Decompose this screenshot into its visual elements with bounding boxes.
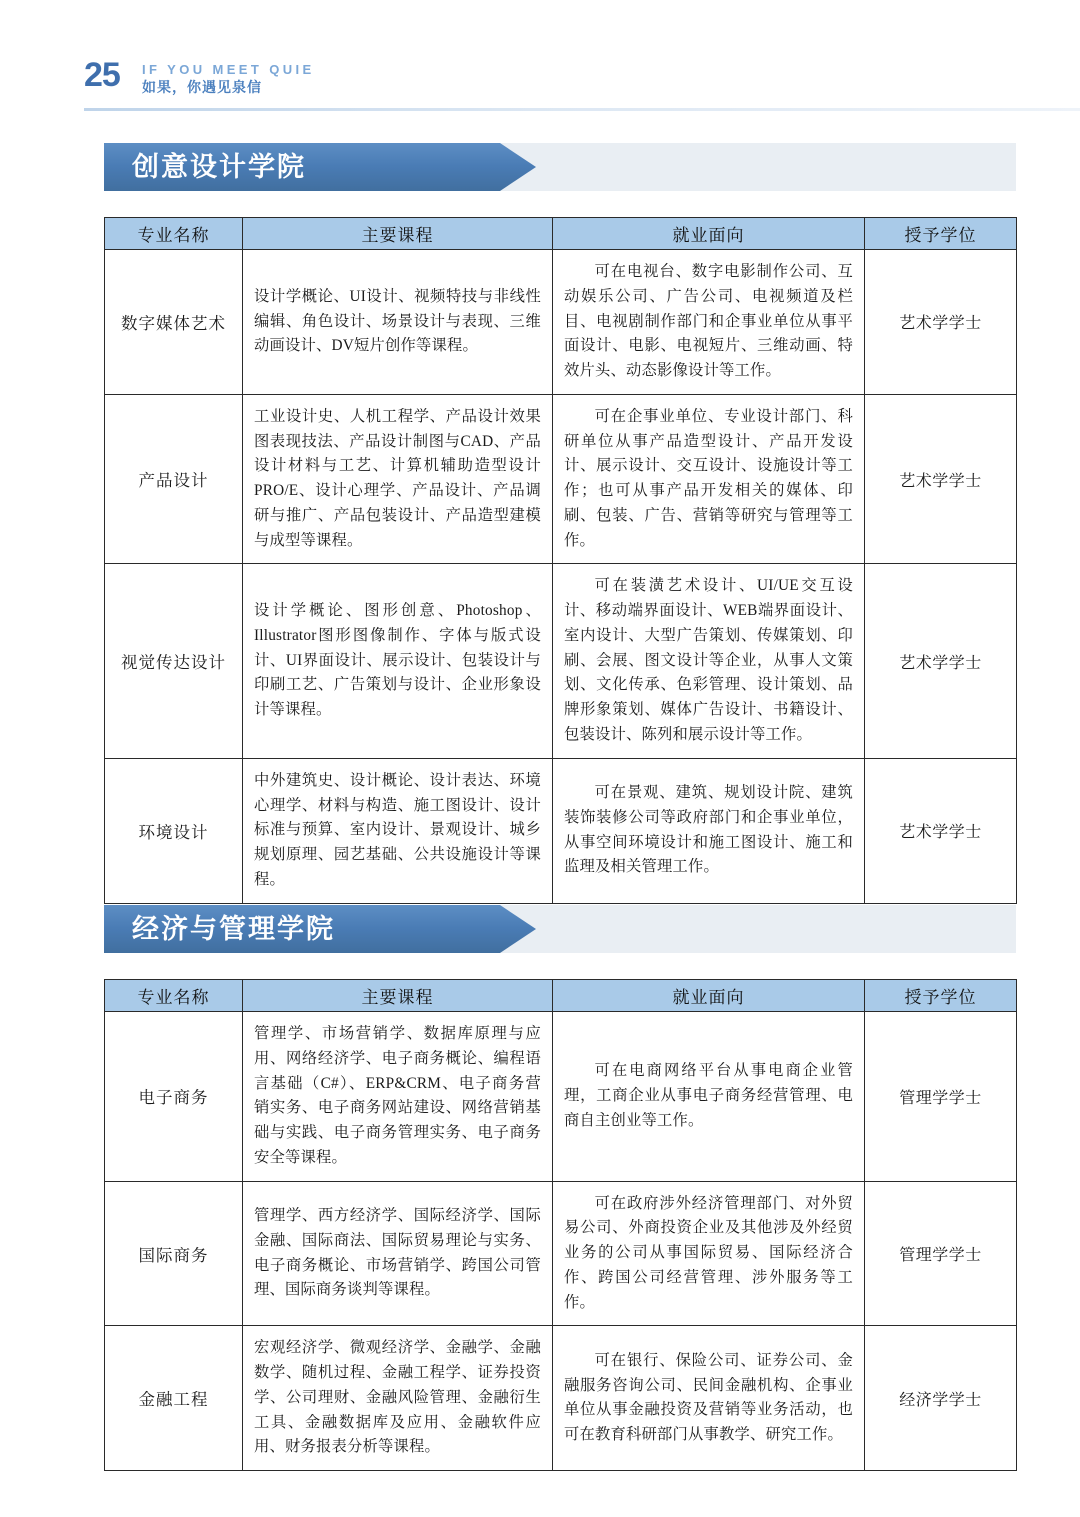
column-header-degree: 授予学位 <box>865 980 1017 1012</box>
cell-courses: 宏观经济学、微观经济学、金融学、金融数学、随机过程、金融工程学、证券投资学、公司理财、金融风险管理、金融衍生工具、金融数据库及应用、金融软件应用、财务报表分析等课程。 <box>243 1326 553 1471</box>
cell-major: 数字媒体艺术 <box>105 250 243 395</box>
column-header-major: 专业名称 <box>105 218 243 250</box>
column-header-major: 专业名称 <box>105 980 243 1012</box>
section-banner-economics-management <box>104 905 1016 953</box>
section-title: 创意设计学院 <box>132 152 306 182</box>
cell-courses: 中外建筑史、设计概论、设计表达、环境心理学、材料与构造、施工图设计、设计标准与预算、室内设计、景观设计、城乡规划原理、园艺基础、公共设施设计等课程。 <box>243 758 553 903</box>
section-banner-creative-design <box>104 143 1016 191</box>
cell-courses: 管理学、西方经济学、国际经济学、国际金融、国际商法、国际贸易理论与实务、电子商务概论、市场营销学、跨国公司管理、国际商务谈判等课程。 <box>243 1181 553 1326</box>
column-header-courses: 主要课程 <box>243 980 553 1012</box>
page-number: 25 <box>84 56 120 94</box>
header-english-tagline: IF YOU MEET QUIE <box>142 62 315 77</box>
column-header-degree: 授予学位 <box>865 218 1017 250</box>
cell-courses: 设计学概论、UI设计、视频特技与非线性编辑、角色设计、场景设计与表现、三维动画设计、DV短片创作等课程。 <box>243 250 553 395</box>
table-row <box>105 394 1017 564</box>
cell-major: 国际商务 <box>105 1181 243 1326</box>
table-row <box>105 758 1017 903</box>
cell-degree: 艺术学学士 <box>865 564 1017 758</box>
column-header-employment: 就业面向 <box>553 980 865 1012</box>
cell-employment: 可在装潢艺术设计、UI/UE交互设计、移动端界面设计、WEB端界面设计、室内设计、大型广告策划、传媒策划、印刷、会展、图文设计等企业，从事人文策划、文化传承、色彩管理、设计策划、品牌形象策划、媒体广告设计、书籍设计、包装设计、陈列和展示设计等工作。 <box>553 564 865 758</box>
cell-courses: 工业设计史、人机工程学、产品设计效果图表现技法、产品设计制图与CAD、产品设计材料与工艺、计算机辅助造型设计PRO/E、设计心理学、产品设计、产品调研与推广、产品包装设计、产品造型建模与成型等课程。 <box>243 394 553 564</box>
table-header-row <box>105 218 1017 250</box>
cell-major: 电子商务 <box>105 1012 243 1182</box>
cell-employment: 可在政府涉外经济管理部门、对外贸易公司、外商投资企业及其他涉及外经贸业务的公司从事国际贸易、国际经济合作、跨国公司经营管理、涉外服务等工作。 <box>553 1181 865 1326</box>
cell-employment: 可在景观、建筑、规划设计院、建筑装饰装修公司等政府部门和企事业单位，从事空间环境设计和施工图设计、施工和监理及相关管理工作。 <box>553 758 865 903</box>
majors-table-economics-management <box>104 979 1017 1471</box>
column-header-employment: 就业面向 <box>553 218 865 250</box>
page-header <box>0 0 1080 110</box>
cell-employment: 可在电商网络平台从事电商企业管理，工商企业从事电子商务经营管理、电商自主创业等工作。 <box>553 1012 865 1182</box>
header-chinese-tagline: 如果，你遇见泉信 <box>142 79 262 95</box>
cell-degree: 艺术学学士 <box>865 250 1017 395</box>
table-row <box>105 564 1017 758</box>
table-row <box>105 1181 1017 1326</box>
header-divider <box>84 108 1080 111</box>
cell-degree: 经济学学士 <box>865 1326 1017 1471</box>
cell-major: 视觉传达设计 <box>105 564 243 758</box>
cell-major: 产品设计 <box>105 394 243 564</box>
table-row <box>105 250 1017 395</box>
cell-courses: 设计学概论、图形创意、Photoshop、Illustrator图形图像制作、字体与版式设计、UI界面设计、展示设计、包装设计与印刷工艺、广告策划与设计、企业形象设计等课程。 <box>243 564 553 758</box>
section-title: 经济与管理学院 <box>132 914 335 944</box>
table-row <box>105 1012 1017 1182</box>
cell-major: 金融工程 <box>105 1326 243 1471</box>
cell-employment: 可在企事业单位、专业设计部门、科研单位从事产品造型设计、产品开发设计、展示设计、交互设计、设施设计等工作；也可从事产品开发相关的媒体、印刷、包装、广告、营销等研究与管理等工作。 <box>553 394 865 564</box>
cell-degree: 艺术学学士 <box>865 758 1017 903</box>
cell-employment: 可在银行、保险公司、证券公司、金融服务咨询公司、民间金融机构、企事业单位从事金融投资及营销等业务活动，也可在教育科研部门从事教学、研究工作。 <box>553 1326 865 1471</box>
cell-courses: 管理学、市场营销学、数据库原理与应用、网络经济学、电子商务概论、编程语言基础（C#）、ERP&CRM、电子商务营销实务、电子商务网站建设、网络营销基础与实践、电子商务管理实务、电子商务安全等课程。 <box>243 1012 553 1182</box>
header-brand <box>142 62 315 96</box>
cell-degree: 管理学学士 <box>865 1012 1017 1182</box>
cell-employment: 可在电视台、数字电影制作公司、互动娱乐公司、广告公司、电视频道及栏目、电视剧制作部门和企事业单位从事平面设计、电影、电视短片、三维动画、特效片头、动态影像设计等工作。 <box>553 250 865 395</box>
table-header-row <box>105 980 1017 1012</box>
cell-degree: 管理学学士 <box>865 1181 1017 1326</box>
majors-table-creative-design <box>104 217 1017 904</box>
cell-major: 环境设计 <box>105 758 243 903</box>
cell-degree: 艺术学学士 <box>865 394 1017 564</box>
column-header-courses: 主要课程 <box>243 218 553 250</box>
table-row <box>105 1326 1017 1471</box>
